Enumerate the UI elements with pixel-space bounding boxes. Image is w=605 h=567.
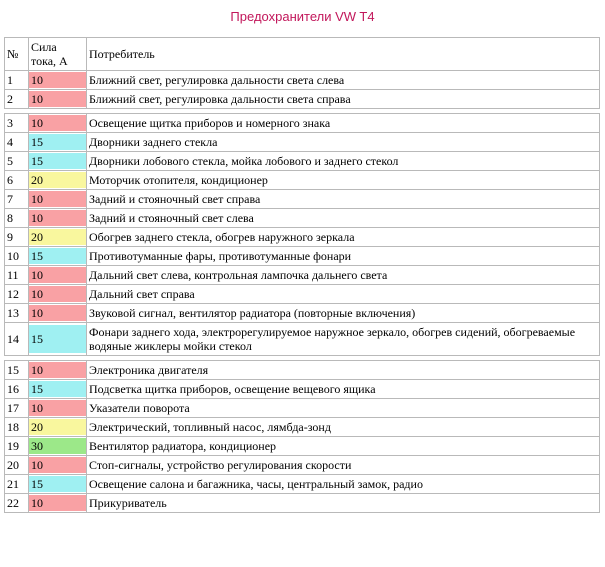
- fuse-amperage: [29, 71, 87, 90]
- table-row: [5, 285, 600, 304]
- fuse-consumer: Звуковой сигнал, вентилятор радиатора (повторные включения): [87, 304, 600, 323]
- table-row: [5, 247, 600, 266]
- fuse-number: 17: [5, 399, 29, 418]
- fuse-consumer: Электроника двигателя: [87, 361, 600, 380]
- fuse-consumer: Дальний свет слева, контрольная лампочка дальнего света: [87, 266, 600, 285]
- fuse-amperage-badge: 10: [29, 400, 86, 416]
- fuse-amperage: [29, 247, 87, 266]
- fuse-amperage: [29, 190, 87, 209]
- fuse-number: 4: [5, 133, 29, 152]
- table-header-row: [5, 38, 600, 71]
- fuse-number: 1: [5, 71, 29, 90]
- fuse-amperage-badge: 10: [29, 191, 86, 207]
- fuse-amperage: [29, 228, 87, 247]
- fuse-consumer: Освещение щитка приборов и номерного знака: [87, 114, 600, 133]
- fuse-number: 7: [5, 190, 29, 209]
- table-row: [5, 190, 600, 209]
- fuse-amperage-badge: 20: [29, 172, 86, 188]
- fuse-number: 9: [5, 228, 29, 247]
- header-consumer: Потребитель: [87, 38, 600, 71]
- fuse-number: 3: [5, 114, 29, 133]
- fuse-amperage-badge: 10: [29, 72, 86, 88]
- fuse-number: 11: [5, 266, 29, 285]
- fuse-amperage: [29, 361, 87, 380]
- fuse-amperage-badge: 10: [29, 91, 86, 107]
- fuse-table: [4, 37, 600, 513]
- fuse-amperage: [29, 380, 87, 399]
- table-row: [5, 475, 600, 494]
- table-row: [5, 399, 600, 418]
- fuse-consumer: Электрический, топливный насос, лямбда-зонд: [87, 418, 600, 437]
- fuse-consumer: Задний и стояночный свет слева: [87, 209, 600, 228]
- fuse-consumer: Задний и стояночный свет справа: [87, 190, 600, 209]
- header-amp: Сила тока, А: [29, 38, 87, 71]
- fuse-number: 2: [5, 90, 29, 109]
- fuse-amperage-badge: 15: [29, 248, 86, 264]
- fuse-number: 20: [5, 456, 29, 475]
- fuse-amperage: [29, 133, 87, 152]
- fuse-consumer: Освещение салона и багажника, часы, центральный замок, радио: [87, 475, 600, 494]
- fuse-consumer: Дальний свет справа: [87, 285, 600, 304]
- fuse-consumer: Обогрев заднего стекла, обогрев наружного зеркала: [87, 228, 600, 247]
- fuse-amperage-badge: 10: [29, 267, 86, 283]
- fuse-amperage: [29, 475, 87, 494]
- fuse-amperage-badge: 10: [29, 286, 86, 302]
- fuse-amperage: [29, 90, 87, 109]
- fuse-amperage: [29, 399, 87, 418]
- fuse-amperage: [29, 456, 87, 475]
- fuse-number: 22: [5, 494, 29, 513]
- fuse-amperage: [29, 285, 87, 304]
- fuse-amperage-badge: 10: [29, 210, 86, 226]
- fuse-amperage: [29, 418, 87, 437]
- fuse-number: 15: [5, 361, 29, 380]
- header-num: №: [5, 38, 29, 71]
- fuse-consumer: Ближний свет, регулировка дальности света справа: [87, 90, 600, 109]
- fuse-consumer: Противотуманные фары, противотуманные фонари: [87, 247, 600, 266]
- fuse-number: 12: [5, 285, 29, 304]
- table-row: [5, 361, 600, 380]
- fuse-consumer: Дворники лобового стекла, мойка лобового и заднего стекол: [87, 152, 600, 171]
- fuse-amperage-badge: 15: [29, 381, 86, 397]
- fuse-amperage-badge: 10: [29, 457, 86, 473]
- fuse-amperage-badge: 10: [29, 115, 86, 131]
- fuse-amperage-badge: 20: [29, 229, 86, 245]
- fuse-amperage-badge: 10: [29, 495, 86, 511]
- fuse-amperage-badge: 15: [29, 325, 86, 353]
- fuse-number: 14: [5, 323, 29, 356]
- fuse-amperage: [29, 152, 87, 171]
- fuse-amperage: [29, 323, 87, 356]
- fuse-amperage: [29, 209, 87, 228]
- fuse-consumer: Вентилятор радиатора, кондиционер: [87, 437, 600, 456]
- fuse-consumer: Подсветка щитка приборов, освещение вещевого ящика: [87, 380, 600, 399]
- fuse-consumer: Прикуриватель: [87, 494, 600, 513]
- fuse-consumer: Моторчик отопителя, кондиционер: [87, 171, 600, 190]
- fuse-amperage-badge: 15: [29, 134, 86, 150]
- fuse-number: 8: [5, 209, 29, 228]
- fuse-amperage-badge: 10: [29, 362, 86, 378]
- fuse-consumer: Указатели поворота: [87, 399, 600, 418]
- fuse-number: 18: [5, 418, 29, 437]
- fuse-amperage: [29, 171, 87, 190]
- fuse-consumer: Ближний свет, регулировка дальности света слева: [87, 71, 600, 90]
- table-row: [5, 90, 600, 109]
- fuse-amperage: [29, 266, 87, 285]
- fuse-number: 6: [5, 171, 29, 190]
- fuse-number: 19: [5, 437, 29, 456]
- table-row: [5, 494, 600, 513]
- fuse-amperage: [29, 114, 87, 133]
- fuse-amperage: [29, 494, 87, 513]
- fuse-number: 10: [5, 247, 29, 266]
- fuse-amperage-badge: 15: [29, 476, 86, 492]
- table-row: [5, 71, 600, 90]
- fuse-number: 21: [5, 475, 29, 494]
- table-row: [5, 456, 600, 475]
- table-row: [5, 171, 600, 190]
- fuse-number: 16: [5, 380, 29, 399]
- table-row: [5, 114, 600, 133]
- fuse-amperage-badge: 15: [29, 153, 86, 169]
- table-row: [5, 380, 600, 399]
- table-row: [5, 209, 600, 228]
- fuse-amperage: [29, 304, 87, 323]
- fuse-amperage-badge: 20: [29, 419, 86, 435]
- fuse-amperage-badge: 30: [29, 438, 86, 454]
- table-row: [5, 304, 600, 323]
- fuse-number: 5: [5, 152, 29, 171]
- table-row: [5, 228, 600, 247]
- fuse-consumer: Дворники заднего стекла: [87, 133, 600, 152]
- fuse-consumer: Стоп-сигналы, устройство регулирования скорости: [87, 456, 600, 475]
- page-title: Предохранители VW T4: [230, 9, 375, 24]
- table-row: [5, 266, 600, 285]
- table-row: [5, 418, 600, 437]
- fuse-amperage-badge: 10: [29, 305, 86, 321]
- table-row: [5, 133, 600, 152]
- fuse-amperage: [29, 437, 87, 456]
- fuse-consumer: Фонари заднего хода, электрорегулируемое наружное зеркало, обогрев сидений, обогреваемые водяные жиклеры мойки стекол: [87, 323, 600, 356]
- table-row: [5, 323, 600, 356]
- table-row: [5, 437, 600, 456]
- fuse-number: 13: [5, 304, 29, 323]
- table-row: [5, 152, 600, 171]
